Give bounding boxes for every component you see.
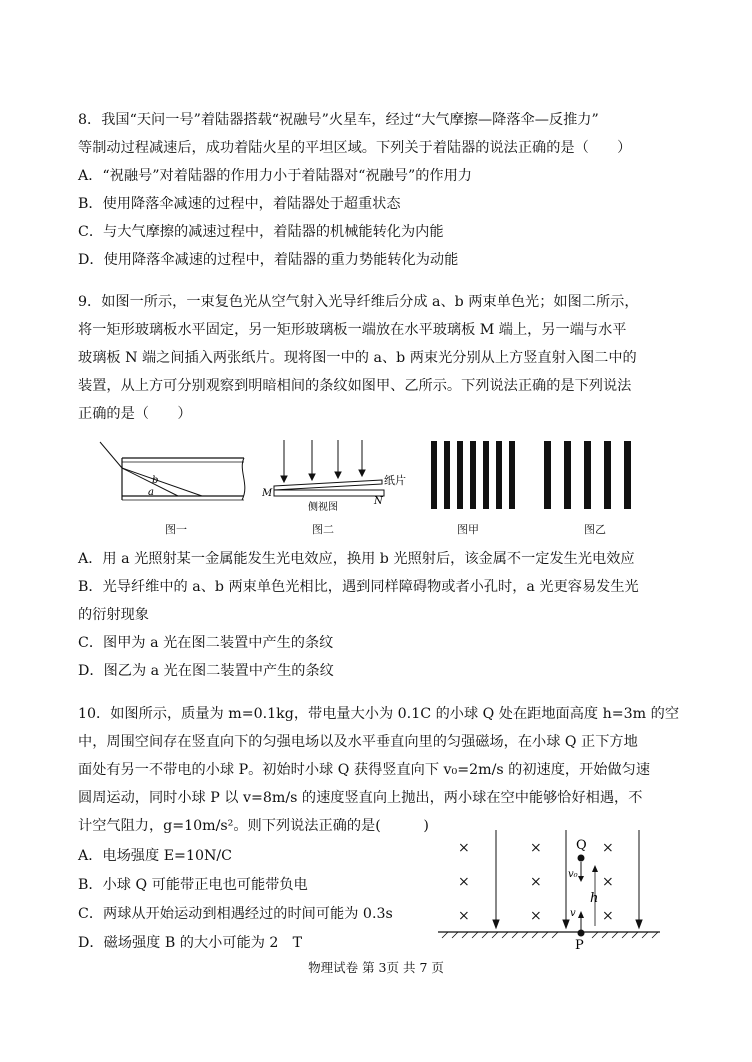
q9-stem-line-4: 装置，从上方可分别观察到明暗相间的条纹如图甲、乙所示。下列说法正确的是下列说法 (78, 378, 632, 394)
svg-text:×: × (530, 840, 542, 856)
q10-field-diagram (438, 830, 660, 950)
q9-option-b-cont: 的衍射现象 (78, 607, 149, 623)
svg-text:×: × (458, 840, 470, 856)
q10-stem-line-2: 中，周围空间存在竖直向下的匀强电场以及水平垂直向里的匀强磁场，在小球 Q 正下方地 (78, 734, 638, 750)
svg-text:×: × (602, 874, 614, 890)
svg-text:×: × (530, 908, 542, 924)
q10-stem-line-3: 面处有另一不带电的小球 P。初始时小球 Q 获得竖直向下 v₀=2m/s 的初速度，开始做匀速 (78, 762, 651, 778)
q8-stem-line-1: 8．我国“天问一号”着陆器搭载“祝融号”火星车，经过“大气摩擦—降落伞—反推力” (78, 112, 599, 128)
fig2-paper-label: 纸片 (384, 474, 406, 487)
fringe-pattern-yi (540, 441, 650, 511)
q8-stem-line-2: 等制动过程减速后，成功着陆火星的平坦区域。下列关于着陆器的说法正确的是（ ） (78, 140, 632, 156)
q10-stem-line-4: 圆周运动，同时小球 P 以 v=8m/s 的速度竖直向上抛出，两小球在空中能够恰好相遇，不 (78, 790, 643, 806)
q10-option-b: B．小球 Q 可能带正电也可能带负电 (78, 877, 308, 893)
fig1-optical-fiber (92, 440, 252, 510)
fig1-caption: 图一 (165, 523, 187, 536)
q9-stem-line-5: 正确的是（ ） (78, 406, 192, 422)
q9-option-a: A．用 a 光照射某一金属能发生光电效应，换用 b 光照射后，该金属不一定发生光电效应 (78, 551, 635, 567)
fig1-label-b: b (152, 475, 159, 486)
q9-stem-line-2: 将一矩形玻璃板水平固定，另一矩形玻璃板一端放在水平玻璃板 M 端上，另一端与水平 (78, 322, 627, 338)
q10-label-v0: v₀ (568, 869, 578, 880)
q8-option-d: D．使用降落伞减速的过程中，着陆器的重力势能转化为动能 (78, 252, 459, 268)
q8-option-a: A．“祝融号”对着陆器的作用力小于着陆器对“祝融号”的作用力 (78, 168, 472, 184)
fig2-label-n: N (374, 496, 383, 507)
q8-option-c: C．与大气摩擦的减速过程中，着陆器的机械能转化为内能 (78, 224, 444, 240)
q8-option-b: B．使用降落伞减速的过程中，着陆器处于超重状态 (78, 196, 401, 212)
q9-option-c: C．图甲为 a 光在图二装置中产生的条纹 (78, 635, 334, 651)
q10-label-v: v (570, 908, 576, 919)
svg-text:×: × (458, 874, 470, 890)
q10-label-q: Q (576, 838, 587, 853)
q10-label-p: P (575, 938, 584, 950)
fig2-wedge-apparatus (262, 440, 412, 520)
fig2-label-m: M (262, 488, 273, 499)
q10-label-h: h (590, 891, 599, 906)
q10-stem-line-1: 10．如图所示，质量为 m=0.1kg，带电量大小为 0.1C 的小球 Q 处在距地面高度 h=3m 的空 (78, 706, 680, 722)
fig-yi-caption: 图乙 (584, 523, 606, 536)
q9-stem-line-1: 9．如图一所示，一束复色光从空气射入光导纤维后分成 a、b 两束单色光；如图二所示， (78, 294, 639, 310)
fig2-caption: 图二 (312, 523, 334, 536)
q10-option-c: C．两球从开始运动到相遇经过的时间可能为 0.3s (78, 906, 393, 922)
q10-option-a: A．电场强度 E=10N/C (78, 848, 233, 864)
svg-text:×: × (530, 874, 542, 890)
fringe-pattern-jia (428, 441, 518, 511)
svg-text:×: × (602, 908, 614, 924)
fig-jia-caption: 图甲 (457, 523, 479, 536)
q9-stem-line-3: 玻璃板 N 端之间插入两张纸片。现将图一中的 a、b 两束光分别从上方竖直射入图二中的 (78, 350, 637, 366)
q10-option-d: D．磁场强度 B 的大小可能为 2 T (78, 935, 303, 951)
fig1-label-a: a (148, 487, 154, 498)
svg-text:×: × (602, 840, 614, 856)
svg-text:×: × (458, 908, 470, 924)
q9-option-b: B．光导纤维中的 a、b 两束单色光相比，遇到同样障碍物或者小孔时，a 光更容易发生光 (78, 579, 639, 595)
page-footer: 物理试卷 第 3页 共 7 页 (308, 960, 444, 975)
q9-option-d: D．图乙为 a 光在图二装置中产生的条纹 (78, 663, 334, 679)
q10-stem-line-5: 计空气阻力，g=10m/s²。则下列说法正确的是( ) (78, 818, 429, 834)
fig2-side-view-label: 侧视图 (308, 502, 338, 513)
